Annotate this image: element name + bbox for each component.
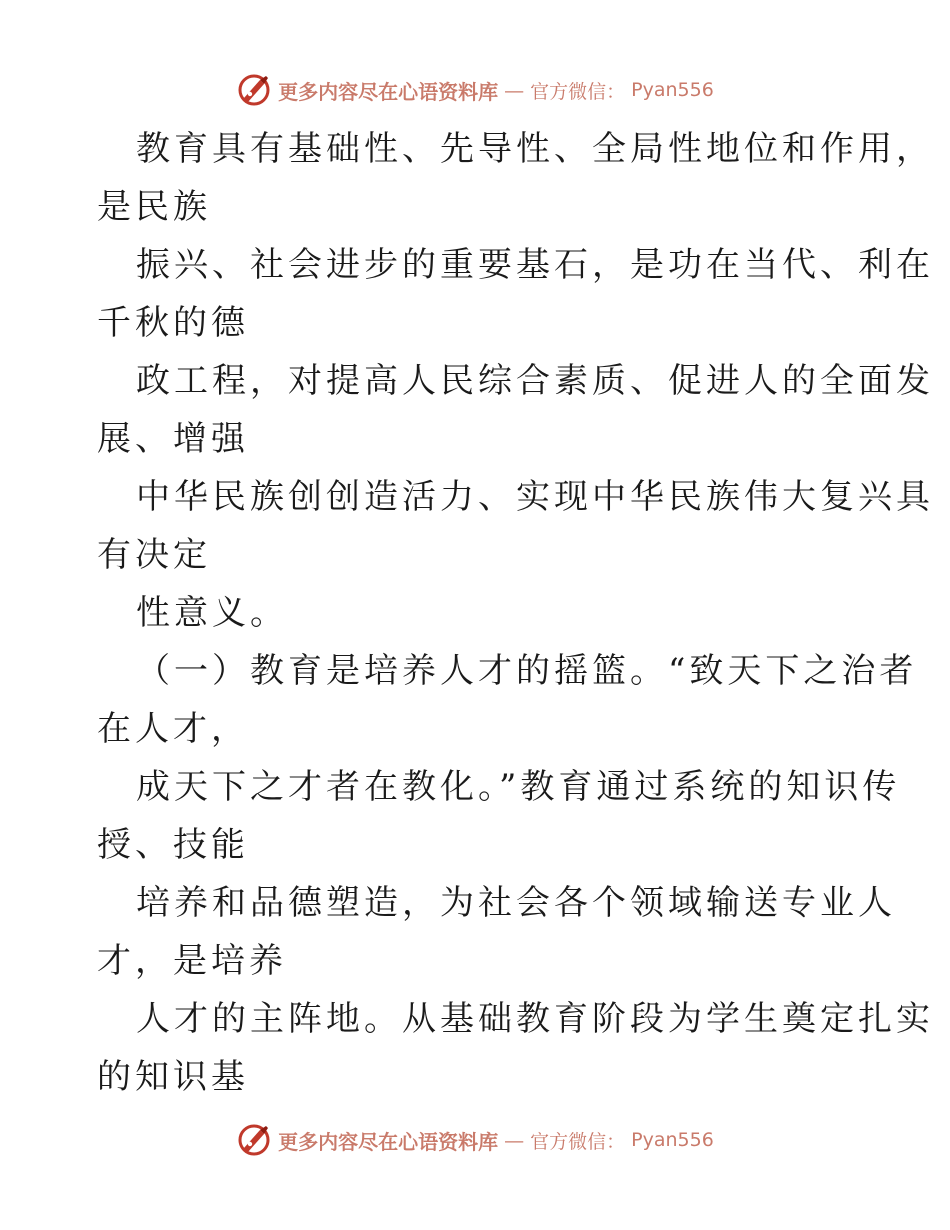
watermark-separator: —	[504, 1128, 525, 1152]
pen-nib-logo-icon	[236, 72, 272, 108]
text-line: 中华民族创创造活力、实现中华民族伟大复兴具	[136, 477, 934, 517]
text-line: （一）教育是培养人才的摇篮。“致天下之治者	[136, 651, 918, 691]
text-line: 教育具有基础性、先导性、全局性地位和作用，	[136, 129, 934, 169]
header-watermark	[0, 70, 950, 110]
text-line: 培养和品德塑造，为社会各个领域输送专业人	[136, 883, 896, 923]
watermark-wechat-id: Pyan556	[631, 79, 714, 101]
watermark-separator: —	[504, 78, 525, 102]
pen-nib-logo-icon	[236, 1122, 272, 1158]
text-line: 展、增强	[97, 419, 249, 459]
text-line: 才，是培养	[97, 941, 287, 981]
watermark-brand: 更多内容尽在心语资料库	[278, 79, 499, 104]
watermark-official-label: 官方微信：	[530, 1130, 626, 1153]
text-line: 千秋的德	[97, 303, 249, 343]
text-line: 的知识基	[97, 1057, 249, 1097]
text-line: 性意义。	[136, 593, 288, 633]
text-line: 是民族	[97, 187, 211, 227]
text-line: 成天下之才者在教化。”教育通过系统的知识传	[136, 767, 901, 807]
text-line: 授、技能	[97, 825, 249, 865]
watermark-brand: 更多内容尽在心语资料库	[278, 1129, 499, 1154]
footer-watermark	[0, 1120, 950, 1160]
watermark-wechat-id: Pyan556	[631, 1129, 714, 1151]
text-line: 人才的主阵地。从基础教育阶段为学生奠定扎实	[136, 999, 934, 1039]
text-line: 政工程，对提高人民综合素质、促进人的全面发	[136, 361, 934, 401]
text-line: 有决定	[97, 535, 211, 575]
watermark-official-label: 官方微信：	[530, 80, 626, 103]
text-line: 在人才，	[97, 709, 249, 749]
text-line: 振兴、社会进步的重要基石，是功在当代、利在	[136, 245, 934, 285]
